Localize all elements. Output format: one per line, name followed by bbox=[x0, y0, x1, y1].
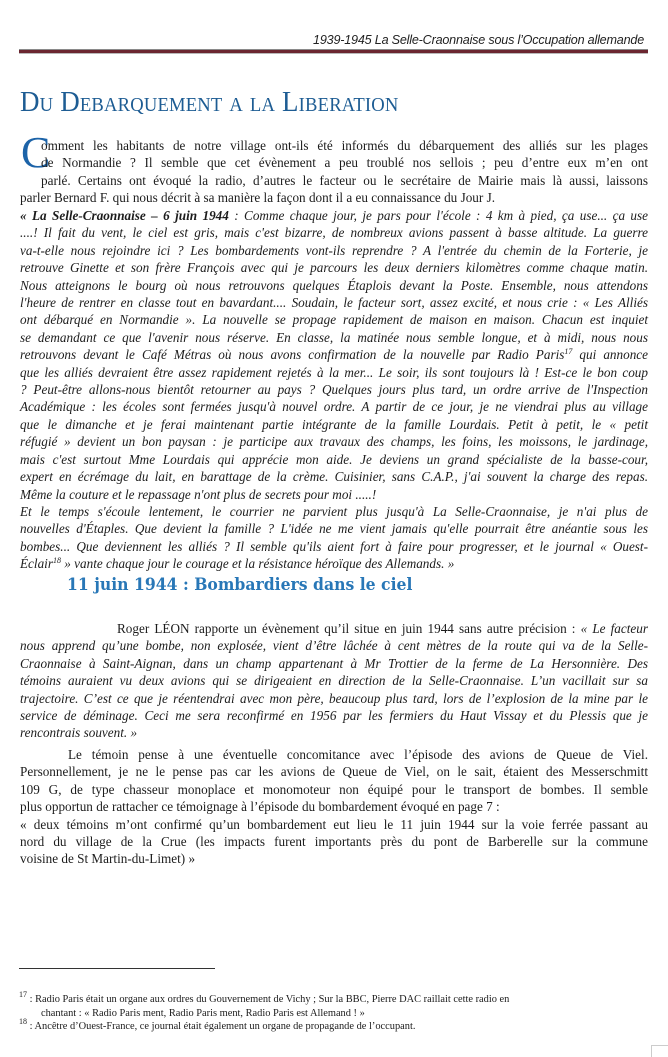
footnote-17-continuation: chantant : « Radio Paris ment, Radio Paris ment, Radio Paris est Allemand ! » bbox=[41, 1007, 365, 1019]
testimony-text: » vante chaque jour le courage et la résistance héroïque des Allemands. » bbox=[60, 556, 455, 572]
quote-text: « Le facteur bbox=[580, 621, 648, 636]
testimony-line: expert en écrémage du lait, en barattage de la crème. Cuisinier, sans C.A.P., j'ai souvent la charge des repas. bbox=[20, 469, 648, 485]
footnote-17 bbox=[19, 990, 649, 1007]
paragraph-line: Personnellement, je ne le pense pas car les avions de Queue de Viel, on le sait, étaient des Messerschmitt bbox=[20, 764, 648, 780]
testimony-line: réfugié » devient un bon paysan : je participe aux travaux des champs, les foins, les moissons, le jardinage, bbox=[20, 434, 648, 450]
footnote-18 bbox=[19, 1017, 649, 1034]
running-header: 1939-1945 La Selle-Craonnaise sous l’Occupation allemande bbox=[313, 33, 644, 47]
paragraph-line: nord du village de la Crue (les impacts furent importants près du pont de Barberelle sur la commune bbox=[20, 834, 648, 850]
paragraph-line: 109 G, de type chasseur monoplace et monomoteur non équipé pour le transport de bombes. Il semble bbox=[20, 781, 648, 797]
footnote-ref-17[interactable]: 17 bbox=[564, 347, 573, 357]
footnotes bbox=[19, 990, 649, 1034]
footnote-text: : Radio Paris était un organe aux ordres du Gouvernement de Vichy ; Sur la BBC, Pierre DAC raillait cette radio en bbox=[27, 994, 510, 1005]
testimony-line: que le dimanche et je ferai maintenant partie intégrante de la famille Lourdais. Petit à petit, le « petit bbox=[20, 416, 648, 432]
paragraph-line bbox=[20, 620, 648, 637]
testimony-date-heading: « La Selle-Craonnaise – 6 juin 1944 bbox=[20, 208, 229, 223]
testimony-line: l'heure de rentrer en classe tout en bavardant.... Soudain, le facteur sort, assez excité, et nous crie : « Les Alliés bbox=[20, 295, 648, 311]
footnote-separator bbox=[19, 968, 215, 969]
intro-line: parlé. Certains ont évoqué la radio, d’autres le facteur ou le secrétaire de Mairie mais là aussi, laissons bbox=[41, 172, 648, 188]
testimony-line: ont débarqué en Normandie ». La nouvelle se propage rapidement de maison en maison. Chacun est inquiet bbox=[20, 312, 648, 328]
paragraph-line: nous apprend qu’une bombe, non explosée, vient d’être lâchée à cent mètres de la route qui va de la Selle- bbox=[20, 638, 648, 654]
testimony-line: bombes... Que deviennent les alliés ? Il semble qu'ils aient fort à faire pour progresser, et le journal « Ouest- bbox=[20, 538, 648, 554]
paragraph-line: service de déminage. Ceci me sera reconfirmé en 1956 par les fermiers du Haut Vissay et du Plessis que je bbox=[20, 708, 648, 724]
testimony-line: nouvelles d'Étaples. Que devient la famille ? L'idée ne me vient jamais qu'elle pourrait être anéantie sous les bbox=[20, 521, 648, 537]
paragraph-line: trajectoire. C’est ce que je réentendrai avec mon père, beaucoup plus tard, lors de l’explosion de la mine par le bbox=[20, 690, 648, 706]
intro-line: de Normandie ? Il semble que cet évènement a peu troublé nos sellois ; peu d’entre eux m’en ont bbox=[41, 155, 648, 171]
testimony-line: mais c'est surtout Mme Lourdais qui apprécie mon aide. Je deviens un grand spécialiste de la basse-cour, bbox=[20, 451, 648, 467]
testimony-line: retrouve Ginette et son frère François avec qui je parcours les deux derniers kilomètres comme chaque matin. bbox=[20, 260, 648, 276]
section-title: 11 juin 1944 : Bombardiers dans le ciel bbox=[67, 575, 413, 595]
drop-cap: C bbox=[21, 128, 51, 177]
testimony-line: Même la couture et le repassage n'ont plus de secrets pour moi .....! bbox=[20, 486, 377, 502]
paragraph-line: Craonnaise à Saint-Aignan, dans un champ appartenant à Mr Trottier de la ferme de La Hersonnière. Des bbox=[20, 655, 648, 671]
testimony-line: Nous atteignons le bourg où nous retrouvons quelques Étaplois devant la Poste. Ensemble, nous attendons bbox=[20, 277, 648, 293]
paragraph-text: Roger LÉON rapporte un évènement qu’il situe en juin 1944 sans autre précision : bbox=[117, 621, 581, 636]
chapter-title: Du Debarquement a la Liberation bbox=[20, 86, 399, 118]
footnote-text: : Ancêtre d’Ouest-France, ce journal était également un organe de propagande de l’occupant. bbox=[27, 1021, 416, 1032]
scan-corner-mark bbox=[651, 1045, 668, 1057]
testimony-line: ....! Il fait du vent, le ciel est gris, mais c'est bizarre, de nombreux avions passent à basse altitude. La guerre bbox=[20, 225, 648, 241]
testimony-line: Et le temps s'écoule lentement, le courrier ne parvient plus jusqu'à La Selle-Craonnaise, je n'ai plus de bbox=[20, 503, 648, 519]
paragraph-line: témoins auraient vu deux avions qui se dirigeaient en direction de la Selle-Craonnaise. L’un vacillait sur sa bbox=[20, 673, 648, 689]
paragraph-line: Le témoin pense à une éventuelle concomitance avec l’épisode des avions de Queue de Viel. bbox=[68, 747, 648, 762]
intro-paragraph bbox=[20, 137, 648, 207]
testimony-line: que les alliés devraient être assez rapidement rejetés à la mer... Le soir, ils sont toujours là ! Est-ce le bon coup bbox=[20, 364, 648, 380]
footnote-number: 17 bbox=[19, 990, 27, 999]
testimony-line bbox=[20, 207, 648, 224]
testimony-line bbox=[20, 555, 648, 572]
testimony-line: se demandant ce que l'avenir nous réserve. En classe, la matinée nous semble longue, et à midi, nous nous bbox=[20, 329, 648, 345]
testimony-line: ? Peut-être allons-nous bientôt retourner au pays ? Quelques jours plus tard, un ordre arrive de l'Inspection bbox=[20, 382, 648, 398]
testimony-quote bbox=[20, 207, 648, 573]
section-paragraph-2 bbox=[20, 746, 648, 868]
testimony-line: Académique : les écoles sont fermées jusqu'à nouvel ordre. A partir de ce jour, je ne viendrai plus au village bbox=[20, 399, 648, 415]
paragraph-line: rencontrais souvent. » bbox=[20, 725, 138, 741]
testimony-text: retrouvons devant le Café Métras où nous avons confirmation de la nouvelle par Radio Paris bbox=[20, 347, 565, 363]
testimony-text: Éclair bbox=[20, 556, 53, 572]
footnote-ref-18[interactable]: 18 bbox=[52, 556, 61, 566]
paragraph-line: « deux témoins m’ont confirmé qu’un bombardement eut lieu le 11 juin 1944 sur la voie ferrée passant au bbox=[20, 816, 648, 832]
footnote-number: 18 bbox=[19, 1017, 27, 1026]
section-paragraph-1 bbox=[20, 620, 648, 742]
paragraph-line: voisine de St Martin-du-Limet) » bbox=[20, 851, 196, 867]
intro-line: omment les habitants de notre village ont-ils été informés du débarquement des alliés sur les plages bbox=[41, 138, 648, 153]
testimony-text: : Comme chaque jour, je pars pour l'école : 4 km à pied, ça use... ça use bbox=[228, 208, 648, 223]
header-rule bbox=[19, 49, 648, 54]
testimony-line bbox=[20, 346, 648, 363]
testimony-text: qui annonce bbox=[572, 347, 648, 363]
intro-line: parler Bernard F. qui nous décrit à sa manière la façon dont il a eu connaissance du Jour J. bbox=[20, 190, 496, 206]
paragraph-line: plus opportun de rattacher ce témoignage à l’épisode du bombardement évoqué en page 7 : bbox=[20, 799, 500, 815]
testimony-line: va-t-elle nous rejoindre ici ? Les bombardements vont-ils reprendre ? A l'entrée du chemin de la Forterie, je bbox=[20, 242, 648, 258]
